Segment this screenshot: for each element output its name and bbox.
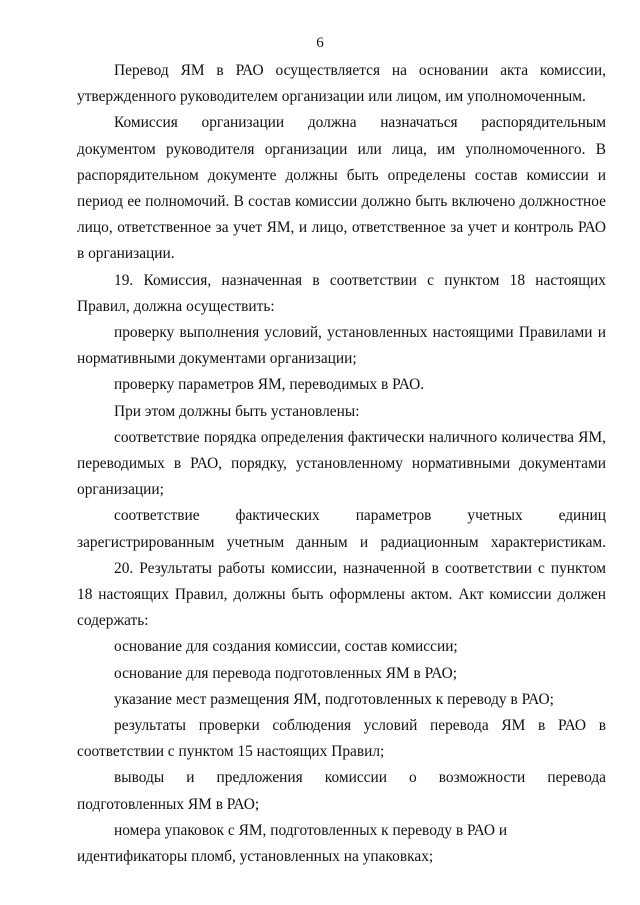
paragraph-clause-20: 20. Результаты работы комиссии, назначенной в соответствии с пунктом 18 настоящих Правил, должны быть оформлены актом. Акт комиссии должен содержать: — [77, 559, 606, 630]
list-item-storage-locations: указание мест размещения ЯМ, подготовленных к переводу в РАО; — [114, 690, 554, 708]
list-item-transfer-basis: основание для перевода подготовленных ЯМ в РАО; — [114, 664, 457, 682]
list-item-parameters-match-text: соответствие фактических параметров учетных единиц зарегистрированным учетным данным и радиационным характеристикам. — [77, 507, 606, 551]
list-item-check-parameters: проверку параметров ЯМ, переводимых в РАО. — [114, 376, 425, 394]
list-item-check-conditions: проверку выполнения условий, установленных настоящими Правилами и нормативными документами организации; — [77, 324, 606, 368]
list-item-check-results: результаты проверки соблюдения условий перевода ЯМ в РАО в соответствии с пунктом 15 настоящих Правил; — [77, 717, 606, 761]
list-item-conclusions: выводы и предложения комиссии о возможности перевода подготовленных ЯМ в РАО; — [77, 769, 606, 813]
list-item-package-numbers: номера упаковок с ЯМ, подготовленных к переводу в РАО и — [114, 821, 508, 839]
paragraph-clause-19: 19. Комиссия, назначенная в соответствии с пунктом 18 настоящих Правил, должна осуществить: — [77, 271, 606, 315]
paragraph-must-establish: При этом должны быть установлены: — [114, 402, 360, 420]
document-body — [77, 58, 606, 870]
list-item-quantity-procedure: соответствие порядка определения фактически наличного количества ЯМ, переводимых в РАО, порядку, установленному нормативными документами организации; — [77, 428, 606, 499]
list-item-commission-basis: основание для создания комиссии, состав комиссии; — [114, 638, 458, 656]
list-item-parameters-match — [77, 503, 606, 555]
page-number: 6 — [316, 35, 324, 51]
paragraph-commission-appointment: Комиссия организации должна назначаться распорядительным документом руководителя организации или лица, им уполномоченного. В распорядительном документе должны быть определены состав комиссии и период ее полномочий. В состав комиссии должно быть включено должностное лицо, ответственное за учет ЯМ, и лицо, ответственное за учет и контроль РАО в организации. — [77, 114, 606, 263]
list-item-seal-identifiers: идентификаторы пломб, установленных на упаковках; — [77, 848, 434, 866]
paragraph-transfer-basis: Перевод ЯМ в РАО осуществляется на основании акта комиссии, утвержденного руководителем организации или лицом, им уполномоченным. — [77, 62, 606, 106]
